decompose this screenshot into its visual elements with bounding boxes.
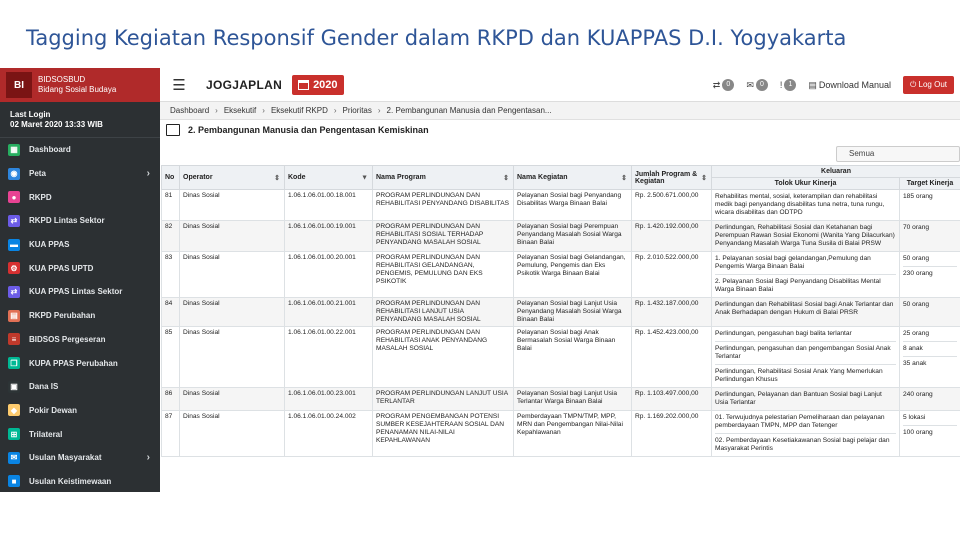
cell-kegiatan: Pelayanan Sosial bagi Penyandang Disabilitas Warga Binaan Balai [514,190,632,221]
map-icon: ◉ [8,168,20,180]
cell-indikator [712,252,900,298]
program-table [161,165,960,457]
alert-badge[interactable]: 1 [784,79,796,91]
breadcrumb-item[interactable]: Eksekutif RKPD [270,106,328,115]
sidebar-item[interactable] [0,328,160,352]
cell-jumlah: Rp. 1.432.187.000,00 [632,298,712,327]
cell-kode: 1.06.1.06.01.00.19.001 [285,221,373,252]
cell-kegiatan: Pelayanan Sosial bagi Perempuan Penyandang Masalah Sosial Warga Binaan Balai [514,221,632,252]
sort-icon[interactable]: ⇕ [274,174,280,182]
page-title: 2. Pembangunan Manusia dan Pengentasan Kemiskinan [188,125,429,135]
indikator-item: Perlindungan, pengasuhan dan pengembangan Sosial Anak Terlantar [715,341,896,362]
table-body [162,190,960,457]
cell-program: PROGRAM PERLINDUNGAN DAN REHABILITASI GELANDANGAN, PENGEMIS, PEMULUNG DAN EKS PSIKOTIK [373,252,514,298]
target-item: 70 orang [903,224,930,231]
message-badge[interactable]: 0 [756,79,768,91]
sidebar-item-label: Usulan Masyarakat [29,453,102,463]
sidebar-item[interactable] [0,375,160,399]
cell-kode: 1.06.1.06.01.00.20.001 [285,252,373,298]
comments-icon[interactable]: ✉ [746,79,754,90]
cell-target [900,411,960,457]
sidebar-item-label: Peta [29,169,46,179]
year-button[interactable] [292,75,343,95]
target-item: 8 anak [903,341,957,354]
sidebar-item[interactable] [0,162,160,186]
cell-kegiatan: Pelayanan Sosial bagi Gelandangan, Pemulung, Pengemis dan Eks Psikotik Warga Binaan Balai [514,252,632,298]
sidebar-menu [0,138,160,492]
sidebar-item[interactable] [0,422,160,446]
download-manual-link[interactable]: Download Manual [818,80,891,90]
file-icon: ▤ [8,310,20,322]
cell-indikator [712,190,900,221]
sidebar-item[interactable] [0,470,160,492]
table-row[interactable] [162,388,960,411]
cell-indikator [712,411,900,457]
indikator-item: Perlindungan, Rehabilitasi Sosial dan Ketahanan bagi Perempuan Rawan Sosial Ekonomi (Wanita Yang Dilacurkan) Penyandang Masalah Warga Tuna Susila di Balai PRSW [715,224,895,247]
indikator-item: 2. Pelayanan Sosial Bagi Penyandang Disabilitas Mental Warga Binaan Balai [715,274,896,295]
top-navbar [160,68,960,102]
shuffle-icon[interactable]: ⇄ [712,79,721,90]
sidebar-item[interactable] [0,280,160,304]
chevron-right-icon: › [146,452,150,464]
app-screenshot [0,68,960,492]
cell-jumlah: Rp. 2.500.671.000,00 [632,190,712,221]
cell-kode: 1.06.1.06.01.00.21.001 [285,298,373,327]
col-header-keluaran: Keluaran [712,166,960,178]
cell-operator: Dinas Sosial [180,411,285,457]
indikator-item: 02. Pemberdayaan Kesetiakawanan Sosial bagi pelajar dan Masyarakat Perintis [715,433,896,454]
map-marker-icon: ● [8,191,20,203]
cell-operator: Dinas Sosial [180,190,285,221]
cell-no: 83 [162,252,180,298]
sidebar [0,68,160,492]
cell-jumlah: Rp. 2.010.522.000,00 [632,252,712,298]
table-row[interactable] [162,298,960,327]
copy-icon: ❐ [8,357,20,369]
cell-no: 82 [162,221,180,252]
cell-no: 86 [162,388,180,411]
sidebar-item[interactable] [0,256,160,280]
chart-icon [166,124,180,136]
table-row[interactable] [162,411,960,457]
indikator-item: 1. Pelayanan sosial bagi gelandangan,Pemulung dan Pengemis Warga Binaan Balai [715,255,871,270]
org-name: BIDSOSBUD [38,75,86,84]
cell-operator: Dinas Sosial [180,327,285,388]
list-icon: ≡ [8,333,20,345]
breadcrumb-item[interactable]: Prioritas [342,106,372,115]
table-row[interactable] [162,190,960,221]
logout-label: Log Out [918,80,947,89]
last-login-label: Last Login [10,110,51,119]
sidebar-item-label: BIDSOS Pergeseran [29,334,106,344]
alert-icon[interactable]: ! [779,80,783,90]
cell-program: PROGRAM PERLINDUNGAN LANJUT USIA TERLANTAR [373,388,514,411]
org-subtitle: Bidang Sosial Budaya [38,85,117,94]
filter-select[interactable] [836,146,960,162]
col-header-target: Target Kinerja [900,178,960,190]
col-header-jumlah[interactable]: Jumlah Program & Kegiatan ⇕ [632,166,712,190]
breadcrumb-separator-icon: › [262,106,265,115]
filter-value: Semua [849,149,875,158]
breadcrumb-item[interactable]: Eksekutif [223,106,257,115]
sidebar-item-label: KUA PPAS Lintas Sektor [29,287,123,297]
sitemap-icon: ⊞ [8,428,20,440]
cell-no: 85 [162,327,180,388]
breadcrumb-separator-icon: › [333,106,337,115]
table-row[interactable] [162,327,960,388]
indikator-item: Perlindungan, pengasuhan bagi balita terlantar [715,330,852,337]
indikator-item: Perlindungan, Pelayanan dan Bantuan Sosial bagi Lanjut Usia Terlantar [715,391,882,406]
sidebar-item[interactable] [0,446,160,470]
target-item: 50 orang [903,301,930,308]
cell-kegiatan: Pemberdayaan TMPN/TMP, MPP, MRN dan Pengembangan Nilai-Nilai Kepahlawanan [514,411,632,457]
cell-program: PROGRAM PERLINDUNGAN DAN REHABILITASI SOSIAL TERHADAP PENYANDANG MASALAH SOSIAL [373,221,514,252]
calendar-icon [298,80,309,90]
sort-desc-icon[interactable]: ▼ [361,174,368,181]
col-header-operator[interactable]: Operator ⇕ [180,166,285,190]
cell-target [900,298,960,327]
sidebar-item-label: KUA PPAS [29,240,70,250]
cell-program: PROGRAM PERLINDUNGAN DAN REHABILITASI PENYANDANG DISABILITAS [373,190,514,221]
cell-indikator [712,388,900,411]
cell-target [900,252,960,298]
year-label: 2020 [313,78,338,91]
sidebar-item-label: Dana IS [29,382,59,392]
shuffle-icon: ⇄ [8,286,20,298]
cell-kode: 1.06.1.06.01.00.18.001 [285,190,373,221]
cell-operator: Dinas Sosial [180,221,285,252]
col-header-program[interactable]: Nama Program ⇕ [373,166,514,190]
sidebar-item[interactable] [0,351,160,375]
navbar-right [713,68,960,102]
cell-indikator [712,298,900,327]
sort-icon[interactable]: ⇕ [621,174,627,182]
cell-operator: Dinas Sosial [180,252,285,298]
sort-icon[interactable]: ⇕ [701,174,707,182]
sidebar-item[interactable] [0,209,160,233]
cell-target [900,190,960,221]
money-icon: ▣ [8,381,20,393]
sidebar-item-label: Pokir Dewan [29,405,78,415]
table-row[interactable] [162,252,960,298]
org-info [38,75,116,95]
sidebar-item[interactable] [0,185,160,209]
target-item: 25 orang [903,330,930,337]
target-item: 240 orang [903,391,933,398]
table-row[interactable] [162,221,960,252]
sidebar-item[interactable] [0,304,160,328]
target-item: 50 orang [903,255,930,262]
sidebar-item-label: KUPA PPAS Perubahan [29,358,118,368]
sidebar-item-label: Usulan Keistimewaan [29,476,112,486]
sidebar-item[interactable] [0,233,160,257]
sidebar-item-label: RKPD [29,192,52,202]
hamburger-menu-icon[interactable]: ☰ [172,76,186,94]
cell-program: PROGRAM PENGEMBANGAN POTENSI SUMBER KESEJAHTERAAN SOSIAL DAN PENANAMAN NILAI-NILAI KEPAHLAWANAN [373,411,514,457]
cell-no: 81 [162,190,180,221]
notification-badge[interactable]: 0 [722,79,734,91]
cell-kode: 1.06.1.06.01.00.24.002 [285,411,373,457]
last-login-time: 02 Maret 2020 13:33 WIB [10,120,103,129]
cell-indikator [712,221,900,252]
car-icon: ■ [8,475,20,487]
col-header-kegiatan[interactable]: Nama Kegiatan ⇕ [514,166,632,190]
gear-icon: ⚙ [8,262,20,274]
cell-operator: Dinas Sosial [180,388,285,411]
breadcrumb-separator-icon: › [215,106,218,115]
indikator-item: Perlindungan, Rehabilitasi Sosial Anak Yang Memerlukan Perlindungan Khusus [715,364,896,385]
sidebar-item-label: Dashboard [29,145,71,155]
cell-target [900,388,960,411]
cell-jumlah: Rp. 1.452.423.000,00 [632,327,712,388]
page-heading [166,123,429,137]
sidebar-header [0,68,160,102]
cell-target [900,221,960,252]
cell-no: 87 [162,411,180,457]
col-header-kode[interactable]: Kode ▼ [285,166,373,190]
sidebar-item-label: Trilateral [29,429,63,439]
breadcrumb-item[interactable]: 2. Pembangunan Manusia dan Pengentasan... [386,106,552,115]
indikator-item: 01. Terwujudnya pelestarian Pemeliharaan dan pelayanan pemberdayaan TMPN, MPP dan Tetenger [715,414,885,429]
comments-icon: ✉ [8,452,20,464]
col-header-no[interactable]: No [162,166,180,190]
dashboard-icon: ▦ [8,144,20,156]
cell-kode: 1.06.1.06.01.00.23.001 [285,388,373,411]
target-item: 5 lokasi [903,414,926,421]
org-logo: BI [6,72,32,98]
sidebar-item[interactable] [0,399,160,423]
folder-icon: ▬ [10,240,18,250]
cell-program: PROGRAM PERLINDUNGAN DAN REHABILITASI ANAK PENYANDANG MASALAH SOSIAL [373,327,514,388]
target-item: 185 orang [903,193,933,200]
sort-icon[interactable]: ⇕ [503,174,509,182]
file-icon: ▤ [808,79,817,90]
target-item: 100 orang [903,425,957,438]
app-brand[interactable]: JOGJAPLAN [206,77,283,92]
cell-jumlah: Rp. 1.420.192.000,00 [632,221,712,252]
breadcrumb [160,102,960,120]
sidebar-item-label: RKPD Perubahan [29,311,96,321]
cell-kode: 1.06.1.06.01.00.22.001 [285,327,373,388]
cell-no: 84 [162,298,180,327]
shield-icon: ◆ [8,404,20,416]
cell-operator: Dinas Sosial [180,298,285,327]
sidebar-item[interactable] [0,138,160,162]
cell-kegiatan: Pelayanan Sosial bagi Lanjut Usia Penyandang Masalah Sosial Warga Binaan Balai [514,298,632,327]
target-item: 35 anak [903,356,957,369]
target-item: 230 orang [903,266,957,279]
shuffle-icon: ⇄ [8,215,20,227]
cell-program: PROGRAM PERLINDUNGAN DAN REHABILITASI LANJUT USIA PENYANDANG MASALAH SOSIAL [373,298,514,327]
chevron-right-icon: › [146,168,150,180]
sidebar-item-label: RKPD Lintas Sektor [29,216,105,226]
indikator-item: Rehabilitas mental, sosial, keterampilan dan rehabilitasi medik bagi penyandang disabilitas tuna netra, tuna rungu, wicara disabilitas dan ODTPD [715,193,885,216]
cell-indikator [712,327,900,388]
sidebar-item-label: KUA PPAS UPTD [29,263,94,273]
breadcrumb-item[interactable]: Dashboard [170,106,210,115]
logout-button[interactable]: ⏻ Log Out [903,76,954,94]
cell-jumlah: Rp. 1.169.202.000,00 [632,411,712,457]
cell-kegiatan: Pelayanan Sosial bagi Anak Bermasalah Sosial Warga Binaan Balai [514,327,632,388]
cell-jumlah: Rp. 1.103.497.000,00 [632,388,712,411]
cell-kegiatan: Pelayanan Sosial bagi Lanjut Usia Terlantar Warga Binaan Balai [514,388,632,411]
breadcrumb-separator-icon: › [377,106,381,115]
indikator-item: Perlindungan dan Rehabilitasi Sosial bagi Anak Terlantar dan Anak Berhadapan dengan Hukum di Balai PRSR [715,301,894,316]
slide-title: Tagging Kegiatan Responsif Gender dalam RKPD dan KUAPPAS D.I. Yogyakarta [26,26,847,50]
last-login [0,102,160,138]
cell-target [900,327,960,388]
col-header-tolok-ukur: Tolok Ukur Kinerja [712,178,900,190]
